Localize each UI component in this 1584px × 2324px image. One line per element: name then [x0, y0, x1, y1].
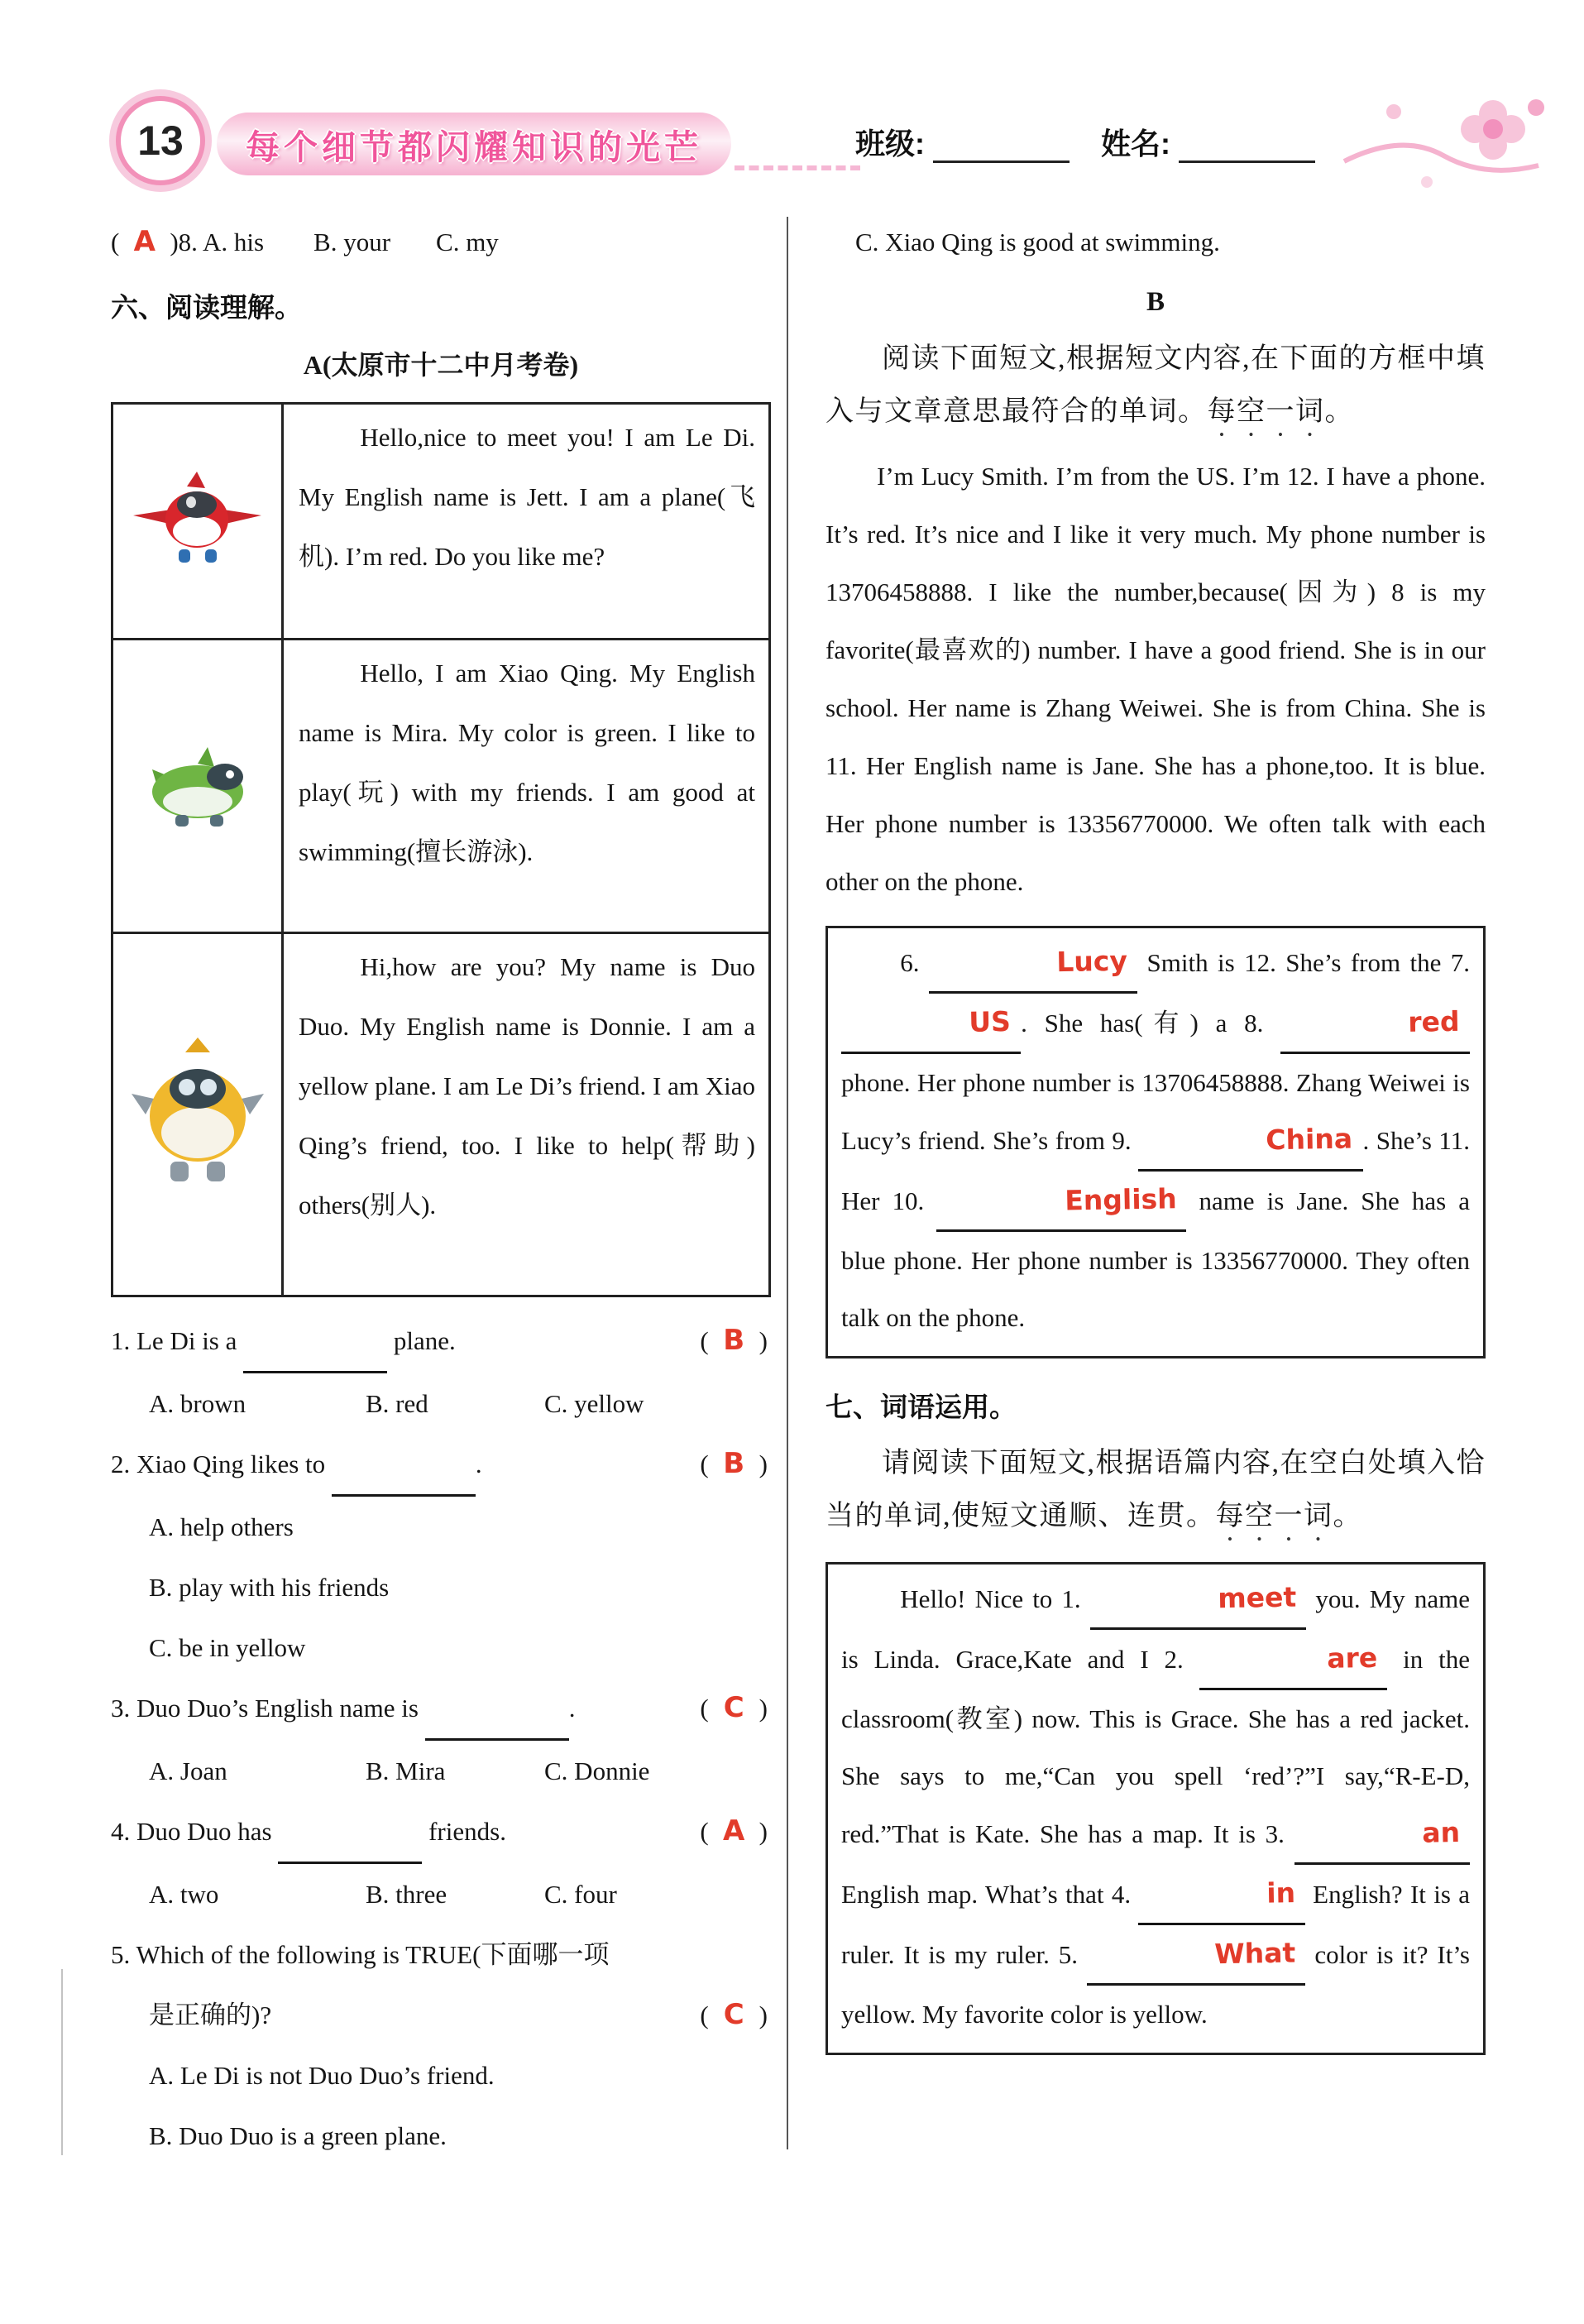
answer-badge: ( A ): [700, 1801, 768, 1862]
page-number: 13: [137, 117, 184, 164]
option-label: B. play with his friends: [149, 1573, 390, 1602]
section-7-instruction: 请阅读下面短文,根据语篇内容,在空白处填入恰当的单词,使短文通顺、连贯。每空一词。: [825, 1448, 1486, 1531]
question-5-line-1: [111, 1924, 771, 1985]
question-3-options: [111, 1741, 771, 1801]
name-label: 姓名:: [1101, 127, 1170, 161]
dashed-divider: [735, 165, 860, 170]
answer-badge: ( C ): [700, 1985, 768, 2045]
banner-slogan: 每个细节都闪耀知识的光芒: [246, 127, 702, 166]
option-label: C. four: [544, 1880, 617, 1909]
question-8-text: ( A ) 8. A. his B. your C. my: [111, 212, 499, 272]
passage-text: I’m Lucy Smith. I’m from the US. I’m 12. I have a phone. It’s red. It’s nice and I like it very much. My phone number is 13706458888. I like the number,because(因为) 8 is my favorite(最喜欢的) number. I have a good friend. She is in our school. Her name is Zhang Weiwei. She is from China. She is 11. Her English name is Jane. She has a phone,too. It is blue. Her phone number is 13356770000. We often talk with each other on the phone.: [825, 462, 1486, 896]
part-b-heading: B: [1146, 287, 1165, 317]
question-4-line: [111, 1801, 771, 1864]
question-stem: 4. Duo Duo has friends.: [111, 1801, 506, 1864]
option-label: B. Mira: [366, 1756, 446, 1785]
question-8-line: [111, 212, 771, 272]
part-b-instruction: 阅读下面短文,根据短文内容,在下面的方框中填入与文章意思最符合的单词。每空一词。: [825, 343, 1486, 427]
answer-badge: ( C ): [700, 1678, 768, 1738]
column-divider: [787, 217, 788, 2149]
questions-list: [111, 1311, 771, 2166]
jett-red-plane-image: [129, 470, 266, 573]
question-stem-continued: 是正确的)?: [149, 2001, 272, 2029]
table-row: [113, 405, 768, 638]
option-label: B. three: [366, 1880, 447, 1909]
option-label: C. Donnie: [544, 1756, 650, 1785]
carryover-option-c: C. Xiao Qing is good at swimming.: [855, 228, 1220, 256]
question-stem: 1. Le Di is a plane.: [111, 1311, 456, 1373]
header-banner: [217, 113, 731, 175]
question-1-line: [111, 1311, 771, 1373]
image-cell: [113, 405, 284, 638]
question-stem: 5. Which of the following is TRUE(下面哪一项: [111, 1940, 610, 1969]
class-name-row: [855, 121, 1315, 163]
question-stem: 3. Duo Duo’s English name is .: [111, 1678, 576, 1741]
table-row: [113, 638, 768, 932]
question-2-line: [111, 1434, 771, 1497]
option-label: A. Le Di is not Duo Duo’s friend.: [149, 2061, 495, 2090]
class-blank-line: [933, 126, 1070, 163]
answer-badge: ( B ): [700, 1434, 768, 1494]
option-label: A. Joan: [149, 1756, 227, 1785]
option-label: B. red: [366, 1389, 428, 1418]
character-intro-text: Hello,nice to meet you! I am Le Di. My English name is Jett. I am a plane(飞机). I’m red. Do you like me?: [299, 423, 755, 571]
answer-badge: ( B ): [700, 1311, 768, 1371]
option-label: C. be in yellow: [149, 1633, 306, 1662]
table-row: [113, 932, 768, 1295]
image-cell: [113, 934, 284, 1295]
option-label: A. brown: [149, 1389, 246, 1418]
question-4-options: [111, 1864, 771, 1924]
question-stem: 2. Xiao Qing likes to .: [111, 1434, 482, 1497]
class-label: 班级:: [855, 127, 925, 161]
answer-box-1: [825, 926, 1486, 1358]
image-cell: [113, 640, 284, 932]
section-6-heading: 六、阅读理解。: [111, 292, 302, 323]
reading-table: [111, 402, 771, 1297]
page-number-badge: [116, 96, 205, 185]
option-label: A. two: [149, 1880, 219, 1909]
flower-decoration-icon: [1328, 83, 1551, 207]
character-intro-text: Hi,how are you? My name is Duo Duo. My English name is Donnie. I am a yellow plane. I am Le Di’s friend. I am Xiao Qing’s friend, too. I like to help(帮助) others(别人).: [299, 952, 755, 1220]
answer-box-2-text: Hello! Nice to 1. meet you. My name is Linda. Grace,Kate and I 2. are in the classroom(教室) now. This is Grace. She has a red jacket. She says to me,“Can you spell ‘red’?”I say,“R-E-D, red.”That is Kate. She has a map. It is 3. an English map. What’s that 4. in English? It is a ruler. It is my ruler. 5. What color is it? It’s yellow. My favorite color is yellow.: [841, 1569, 1470, 2043]
question-5-line-2: [111, 1985, 771, 2045]
right-column: [825, 212, 1486, 2055]
answer-box-1-text: 6. Lucy Smith is 12. She’s from the 7. US . She has(有) a 8. red phone. Her phone number is 13706458888. Zhang Weiwei is Lucy’s friend. She’s from 9. China . She’s 11. Her 10. English name is Jane. She has a blue phone. Her phone number is 13356770000. They often talk on the phone.: [841, 933, 1470, 1346]
section-7-heading: 七、词语运用。: [825, 1392, 1017, 1422]
question-3-line: [111, 1678, 771, 1741]
mira-green-plane-image: [127, 732, 268, 840]
question-1-options: [111, 1373, 771, 1434]
donnie-yellow-plane-image: [127, 1036, 268, 1193]
section-a-source: A(太原市十二中月考卷): [303, 350, 579, 380]
name-blank-line: [1179, 126, 1315, 163]
option-label: B. Duo Duo is a green plane.: [149, 2121, 447, 2150]
answer-box-2: [825, 1562, 1486, 2055]
option-label: C. yellow: [544, 1389, 644, 1418]
page-edge-line: [61, 1969, 63, 2155]
option-label: A. help others: [149, 1512, 294, 1541]
character-intro-text: Hello, I am Xiao Qing. My English name is Mira. My color is green. I like to play(玩) with my friends. I am good at swimming(擅长游泳).: [299, 659, 755, 866]
left-column: [111, 212, 771, 2166]
